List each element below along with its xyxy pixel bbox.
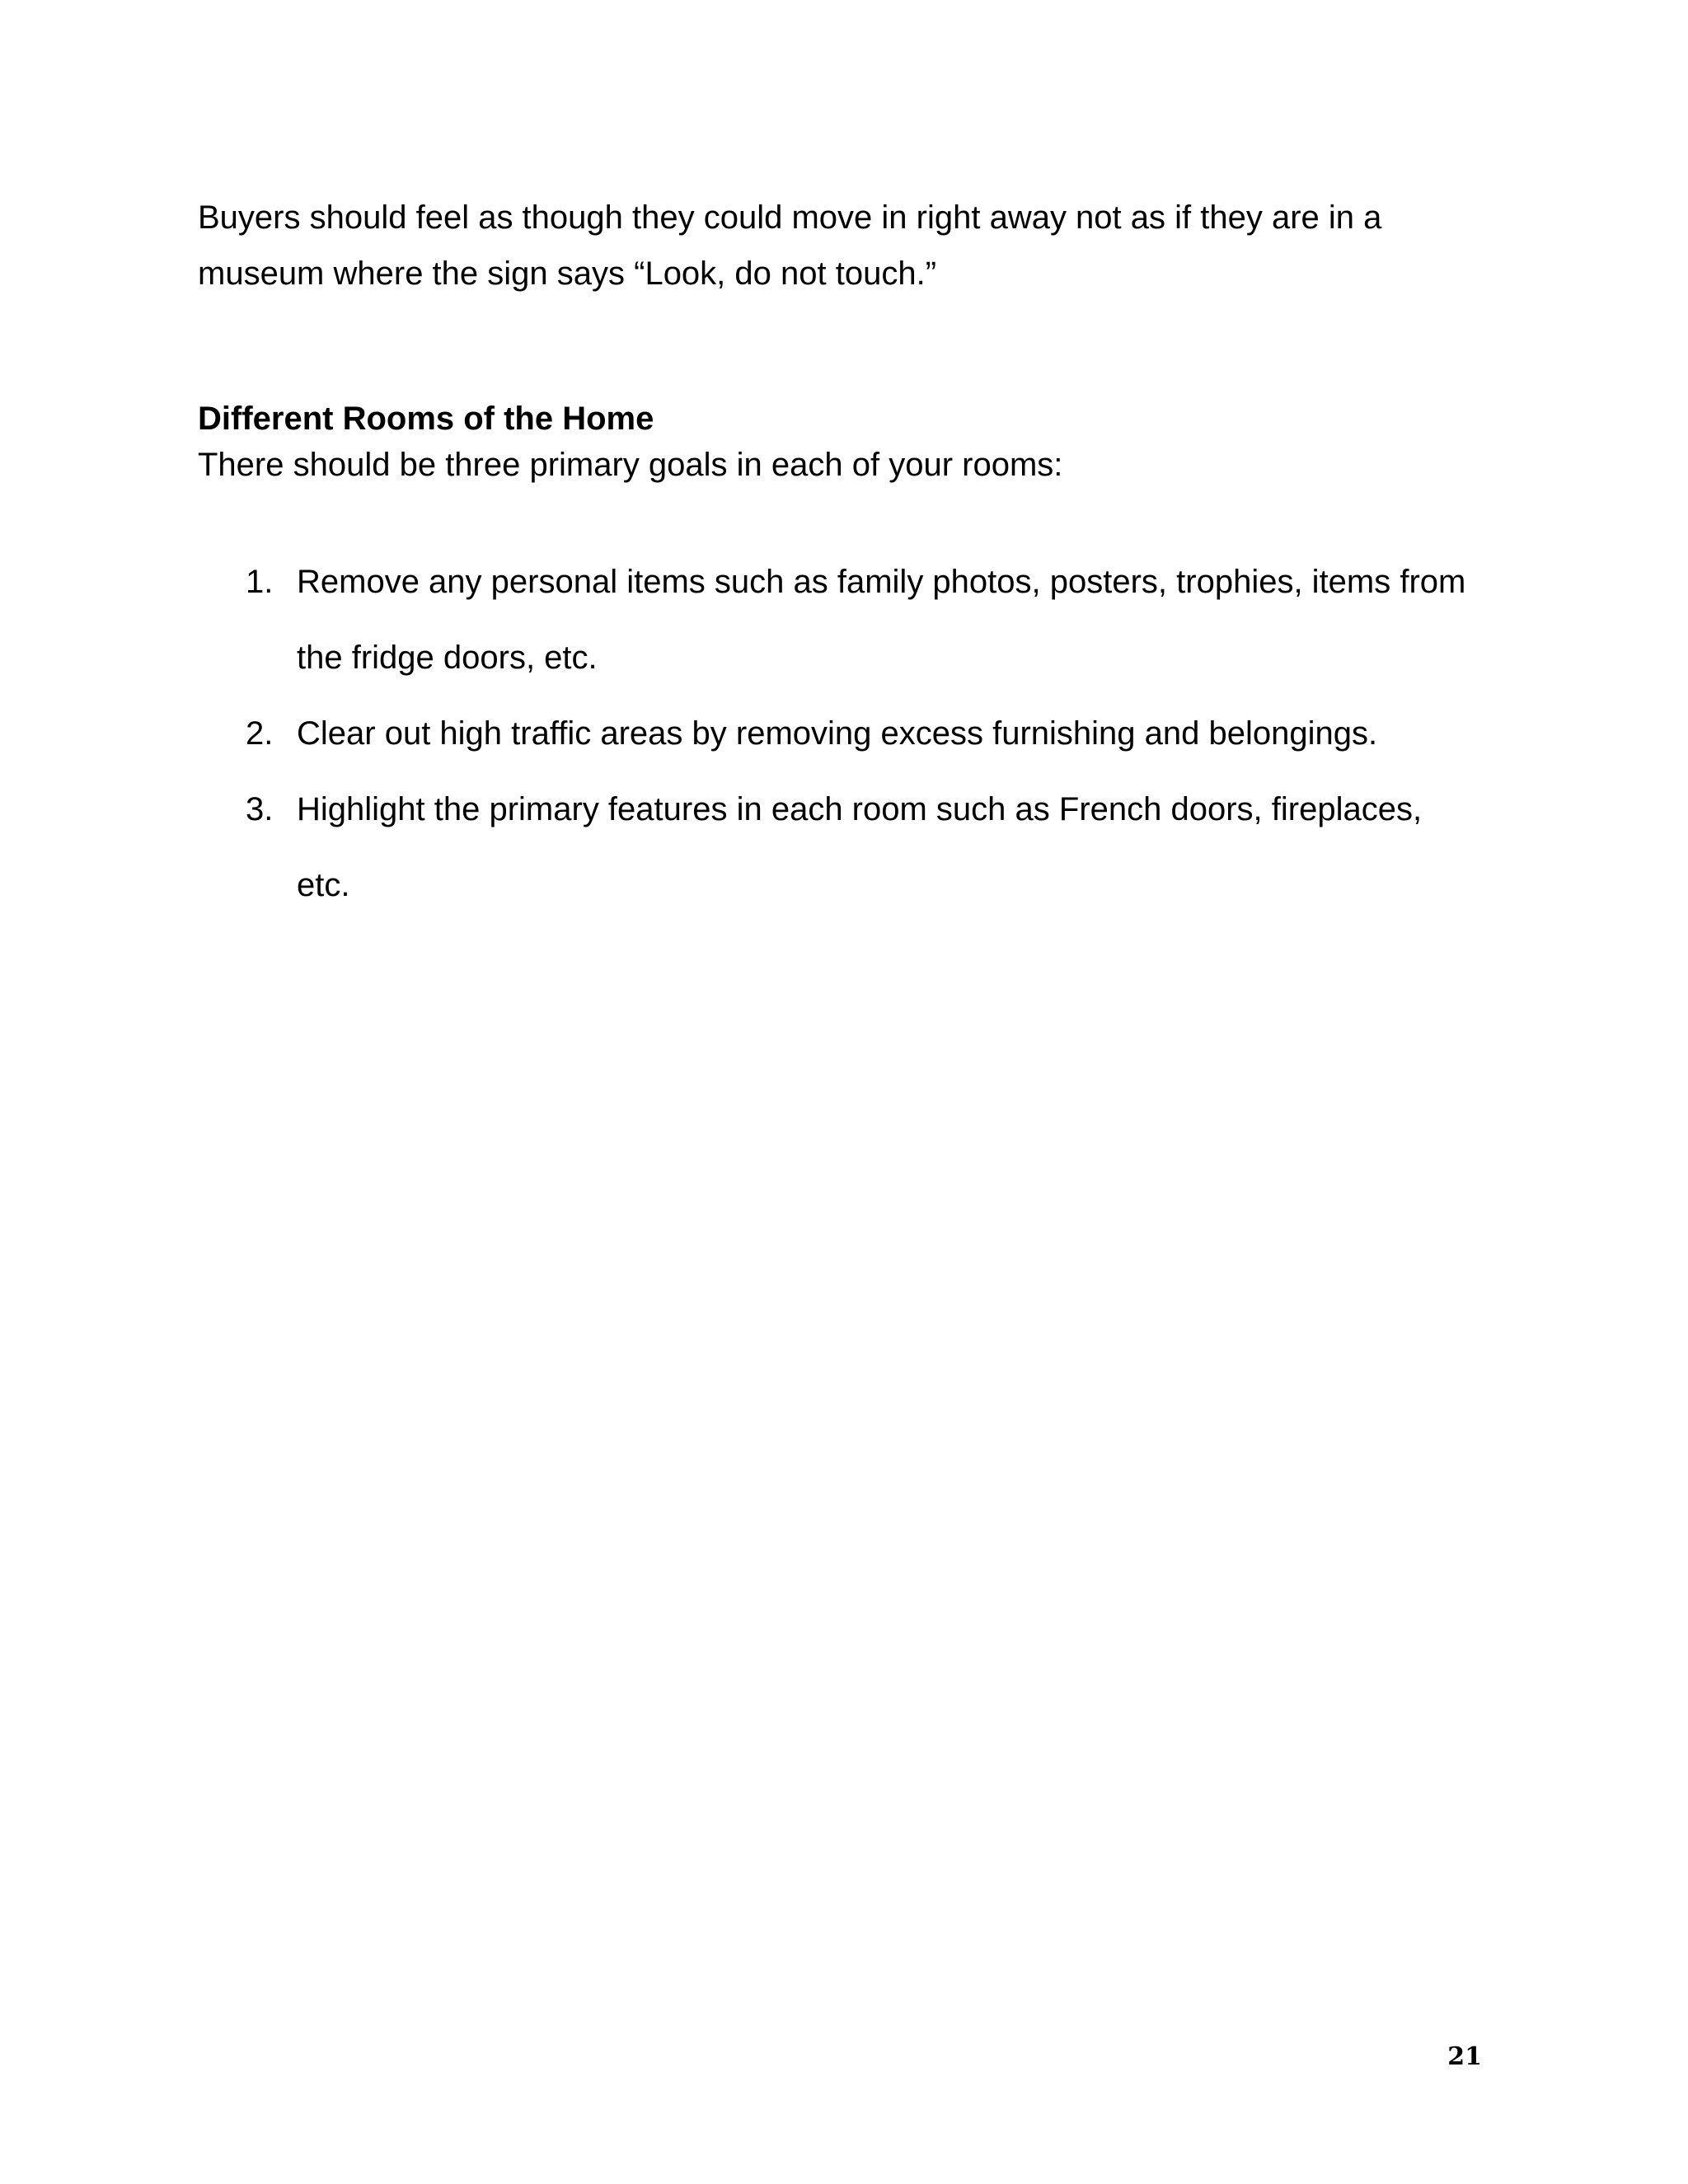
- page-number: 21: [1447, 2042, 1482, 2071]
- goals-list: [246, 544, 1482, 923]
- list-item-text: Highlight the primary features in each room such as French doors, fireplaces, etc.: [297, 791, 1423, 903]
- intro-paragraph: Buyers should feel as though they could move in right away not as if they are in a museum where the sign says “Look, do not touch.”: [198, 199, 1382, 292]
- list-item: [246, 771, 1482, 923]
- list-item-text: Remove any personal items such as family photos, posters, trophies, items from the fridge doors, etc.: [297, 564, 1466, 676]
- list-item: [246, 696, 1482, 771]
- list-item-number: 2.: [246, 715, 274, 752]
- list-item: [246, 544, 1482, 696]
- section-lead: There should be three primary goals in each of your rooms:: [198, 447, 1063, 483]
- list-item-number: 1.: [246, 564, 274, 600]
- section-heading: Different Rooms of the Home: [198, 401, 654, 437]
- list-item-number: 3.: [246, 791, 274, 827]
- list-item-text: Clear out high traffic areas by removing excess furnishing and belongings.: [297, 715, 1378, 752]
